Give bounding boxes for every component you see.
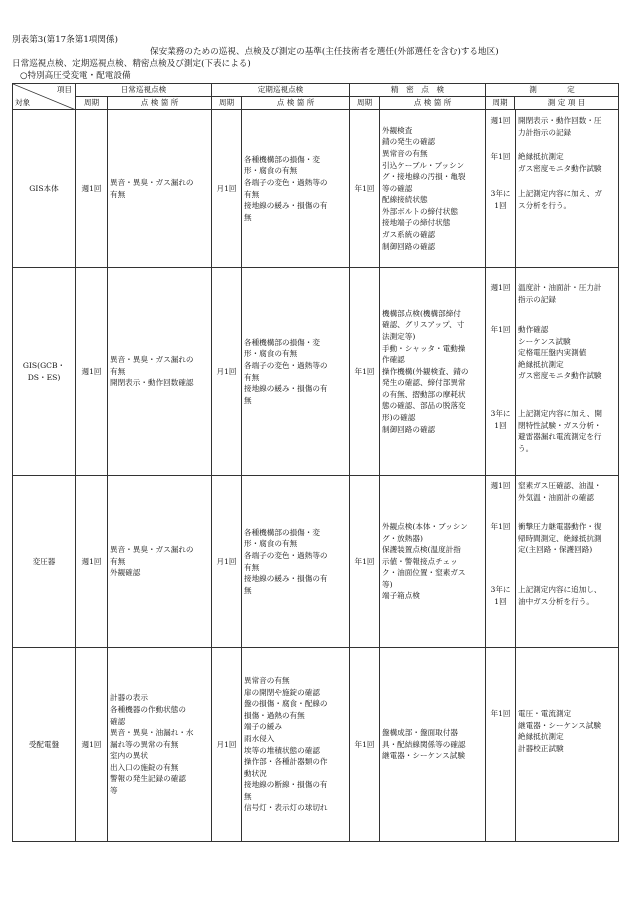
text-line: 有無 [110, 366, 126, 376]
text-line: 形・腐食の有無 [244, 349, 298, 359]
daily-cell [108, 268, 212, 476]
text-line: グ・放熱器) [382, 533, 423, 543]
text-line: 引込ケーブル・ブッシン [382, 160, 465, 170]
measure-cycle: 週1回 [490, 481, 511, 490]
header-precise: 精 密 点 検 [350, 84, 486, 97]
measure-divider [515, 110, 516, 267]
text-line: 具・配結線関係等の確認 [382, 739, 466, 749]
text-line: 態の確認、部品の脱落変 [382, 401, 466, 411]
precise-cell [380, 110, 486, 268]
measure-divider [515, 476, 516, 647]
object-cell: 変圧器 [13, 476, 76, 648]
precise-cycle-cell: 年1回 [350, 268, 380, 476]
daily-cycle-cell: 週1回 [76, 648, 108, 842]
text-line: 形)の確認 [382, 413, 416, 423]
precise-cell [380, 476, 486, 648]
daily-cell [108, 110, 212, 268]
precise-cycle-cell: 年1回 [350, 110, 380, 268]
header-measure: 測 定 [486, 84, 619, 97]
measure-cycle: 年1回 [490, 325, 511, 334]
header-daily: 日常巡視点検 [76, 84, 212, 97]
daily-cycle-cell: 週1回 [76, 268, 108, 476]
measure-group [486, 648, 619, 842]
document-subtitle: 日常巡視点検、定期巡視点検、精密点検及び測定(下表による) [12, 59, 251, 69]
measure-group [486, 268, 619, 476]
object-cell: 受配電盤 [13, 648, 76, 842]
daily-cycle-cell: 週1回 [76, 110, 108, 268]
text-line: 錆の発生の確認 [382, 137, 436, 147]
item-object-header [13, 84, 76, 110]
text-line: 無 [244, 212, 252, 222]
header-precise-place: 点 検 箇 所 [380, 97, 486, 110]
measure-items: 電圧・電流測定 継電器・シーケンス試験 絶縁抵抗測定 計器校正試験 [518, 709, 601, 753]
periodic-cycle-cell: 月1回 [212, 476, 242, 648]
text-line: 異音・異臭・ガス漏れの [110, 545, 194, 555]
text-line: 操作部・各種計器類の作 [244, 757, 328, 767]
measure-cycle: 3年に 1回 [490, 189, 511, 210]
text-line: 異音・異臭・ガス漏れの [110, 355, 194, 365]
text-line: 等の確認 [382, 183, 413, 193]
text-line: 出入口の施錠の有無 [110, 762, 179, 772]
text-line: 漏れ等の異常の有無 [110, 739, 179, 749]
header-periodic: 定期巡視点検 [212, 84, 350, 97]
text-line: 確認 [110, 716, 126, 726]
measure-items: 上記測定内容に加え、ガ ス分析を行う。 [518, 189, 602, 210]
inspection-table [12, 83, 619, 842]
text-line: 各端子の変色・過熱等の [244, 360, 328, 370]
text-line: 各端子の変色・過熱等の [244, 177, 328, 187]
text-line: 形・腐食の有無 [244, 539, 298, 549]
document-title: 保安業務のための巡視、点検及び測定の基準(主任技術者を選任(外部選任を含む)する地区) [150, 47, 499, 57]
header-object: 対象 [15, 98, 31, 108]
section-heading: ○特別高圧受変電・配電設備 [20, 71, 131, 81]
text-line: 制御回路の確認 [382, 241, 436, 251]
measure-group [486, 476, 619, 648]
text-line: 損傷・過熱の有無 [244, 710, 305, 720]
text-line: 扉の開閉や施錠の確認 [244, 687, 320, 697]
text-line: 接地線の緩み・損傷の有 [244, 574, 328, 584]
measure-cycle: 3年に 1回 [490, 409, 511, 430]
measure-items: 上記測定内容に加え、開 閉特性試験・ガス分析・ 避雷器漏れ電流測定を行 う。 [518, 409, 602, 453]
text-line: 等) [382, 579, 393, 589]
text-line: 機構部点検(機構部締付 [382, 308, 461, 318]
header-measure-item: 測 定 項 目 [515, 97, 619, 110]
text-line: 各種機構部の損傷・変 [244, 154, 320, 164]
text-line: 保護装置点検(温度計指 [382, 545, 461, 555]
text-line: 法測定等) [382, 331, 416, 341]
text-line: 制御回路の確認 [382, 424, 436, 434]
text-line: 雨水侵入 [244, 733, 275, 743]
text-line: 手動・シャッタ・電動操 [382, 343, 466, 353]
text-line: 接地線の緩み・損傷の有 [244, 384, 328, 394]
text-line: 外観確認 [110, 568, 141, 578]
header-daily-place: 点 検 箇 所 [108, 97, 212, 110]
header-periodic-place: 点 検 箇 所 [242, 97, 350, 110]
text-line: 異音・異臭・ガス漏れの [110, 177, 194, 187]
text-line: 動状況 [244, 768, 267, 778]
precise-cycle-cell: 年1回 [350, 648, 380, 842]
text-line: ガス系統の確認 [382, 230, 436, 240]
text-line: 端子の緩み [244, 722, 282, 732]
text-line: 配線接続状態 [382, 195, 428, 205]
precise-cycle-cell: 年1回 [350, 476, 380, 648]
object-cell: GIS(GCB・DS・ES) [13, 268, 76, 476]
precise-cell [380, 268, 486, 476]
text-line: 外部ボルトの締付状態 [382, 206, 458, 216]
text-line: 確認、グリスアップ、寸 [382, 320, 465, 330]
text-line: 計器の表示 [110, 693, 148, 703]
header-periodic-cycle: 周期 [212, 97, 242, 110]
text-line: 有無 [110, 189, 126, 199]
periodic-cycle-cell: 月1回 [212, 110, 242, 268]
periodic-cycle-cell: 月1回 [212, 268, 242, 476]
measure-subgrid [486, 476, 618, 647]
measure-items: 温度計・油面計・圧力計 指示の記録 [518, 283, 602, 304]
text-line: 各端子の変色・過熱等の [244, 550, 328, 560]
text-line: 等 [110, 786, 118, 796]
periodic-cell [242, 268, 350, 476]
appendix-reference: 別表第3(第17条第1項関係) [12, 35, 118, 45]
measure-items: 上記測定内容に追加し、 油中ガス分析を行う。 [518, 585, 602, 606]
text-line: 接地線の緩み・損傷の有 [244, 201, 328, 211]
text-line: 無 [244, 585, 252, 595]
text-line: 接地端子の締付状態 [382, 218, 451, 228]
text-line: 無 [244, 395, 252, 405]
measure-cycle: 週1回 [490, 283, 511, 292]
header-daily-cycle: 周期 [76, 97, 108, 110]
text-line: 接地線の断線・損傷の有 [244, 780, 328, 790]
text-line: の有無、摺動部の摩耗状 [382, 389, 466, 399]
text-line: 各種機器の作動状態の [110, 704, 186, 714]
measure-items: 開閉表示・動作回数・圧 力計指示の記録 [518, 116, 602, 137]
daily-cell [108, 648, 212, 842]
text-line: 継電器・シーケンス試験 [382, 751, 465, 761]
periodic-cycle-cell: 月1回 [212, 648, 242, 842]
precise-cell [380, 648, 486, 842]
text-line: 外観点検(本体・ブッシン [382, 521, 468, 531]
measure-cycle: 年1回 [490, 709, 511, 718]
text-line: 盤構成部・盤面取付器 [382, 728, 458, 738]
daily-cell [108, 476, 212, 648]
text-line: 異常音の有無 [244, 675, 290, 685]
periodic-cell [242, 476, 350, 648]
text-line: 端子箱点検 [382, 591, 420, 601]
periodic-cell [242, 648, 350, 842]
table-row [13, 648, 619, 842]
table-row [13, 110, 619, 268]
text-line: 有無 [110, 556, 126, 566]
object-cell: GIS本体 [13, 110, 76, 268]
daily-cycle-cell: 週1回 [76, 476, 108, 648]
text-line: 各種機構部の損傷・変 [244, 527, 320, 537]
measure-cycle: 年1回 [490, 522, 511, 531]
text-line: ク・油面位置・窒素ガス [382, 568, 466, 578]
header-item: 項目 [56, 85, 72, 94]
measure-subgrid [486, 268, 618, 475]
periodic-cell [242, 110, 350, 268]
text-line: 操作機構(外観検査、錆の [382, 366, 469, 376]
text-line: 示値・警報接点チェッ [382, 556, 458, 566]
measure-items: 衝撃圧力継電器動作・復 帰時間測定、絶縁抵抗測 定(主回路・保護回路) [518, 522, 602, 555]
header-measure-cycle: 周期 [486, 97, 515, 110]
measure-subgrid [486, 110, 618, 267]
text-line: 埃等の堆積状態の確認 [244, 745, 320, 755]
text-line: 開閉表示・動作回数確認 [110, 378, 194, 388]
measure-group [486, 110, 619, 268]
text-line: 異常音の有無 [382, 148, 428, 158]
measure-cycle: 週1回 [490, 116, 511, 125]
text-line: 外観検査 [382, 125, 413, 135]
text-line: 有無 [244, 562, 260, 572]
text-line: 作確認 [382, 355, 405, 365]
text-line: 室内の異状 [110, 751, 148, 761]
table-row [13, 268, 619, 476]
text-line: 信号灯・表示灯の球切れ [244, 803, 328, 813]
header-precise-cycle: 周期 [350, 97, 380, 110]
text-line: 有無 [244, 189, 260, 199]
text-line: 盤の損傷・腐食・配線の [244, 699, 328, 709]
measure-subgrid [486, 648, 618, 841]
measure-divider [515, 268, 516, 475]
measure-items: 窒素ガス圧確認、油温・ 外気温・油面計の確認 [518, 481, 602, 502]
measure-cycle: 年1回 [490, 152, 511, 161]
measure-divider [515, 648, 516, 841]
measure-items: 絶縁抵抗測定 ガス密度モニタ動作試験 [518, 152, 602, 173]
text-line: 各種機構部の損傷・変 [244, 337, 320, 347]
text-line: 無 [244, 791, 252, 801]
text-line: 発生の確認、締付部異常 [382, 378, 466, 388]
table-row [13, 476, 619, 648]
text-line: 警報の発生記録の確認 [110, 774, 186, 784]
measure-cycle: 3年に 1回 [490, 585, 511, 606]
measure-items: 動作確認 シーケンス試験 定格電圧盤内実測値 絶縁抵抗測定 ガス密度モニタ動作試験 [518, 325, 602, 381]
text-line: 有無 [244, 372, 260, 382]
text-line: 異音・異臭・油漏れ・水 [110, 728, 194, 738]
text-line: グ・接地線の汚損・亀裂 [382, 172, 466, 182]
text-line: 形・腐食の有無 [244, 166, 298, 176]
